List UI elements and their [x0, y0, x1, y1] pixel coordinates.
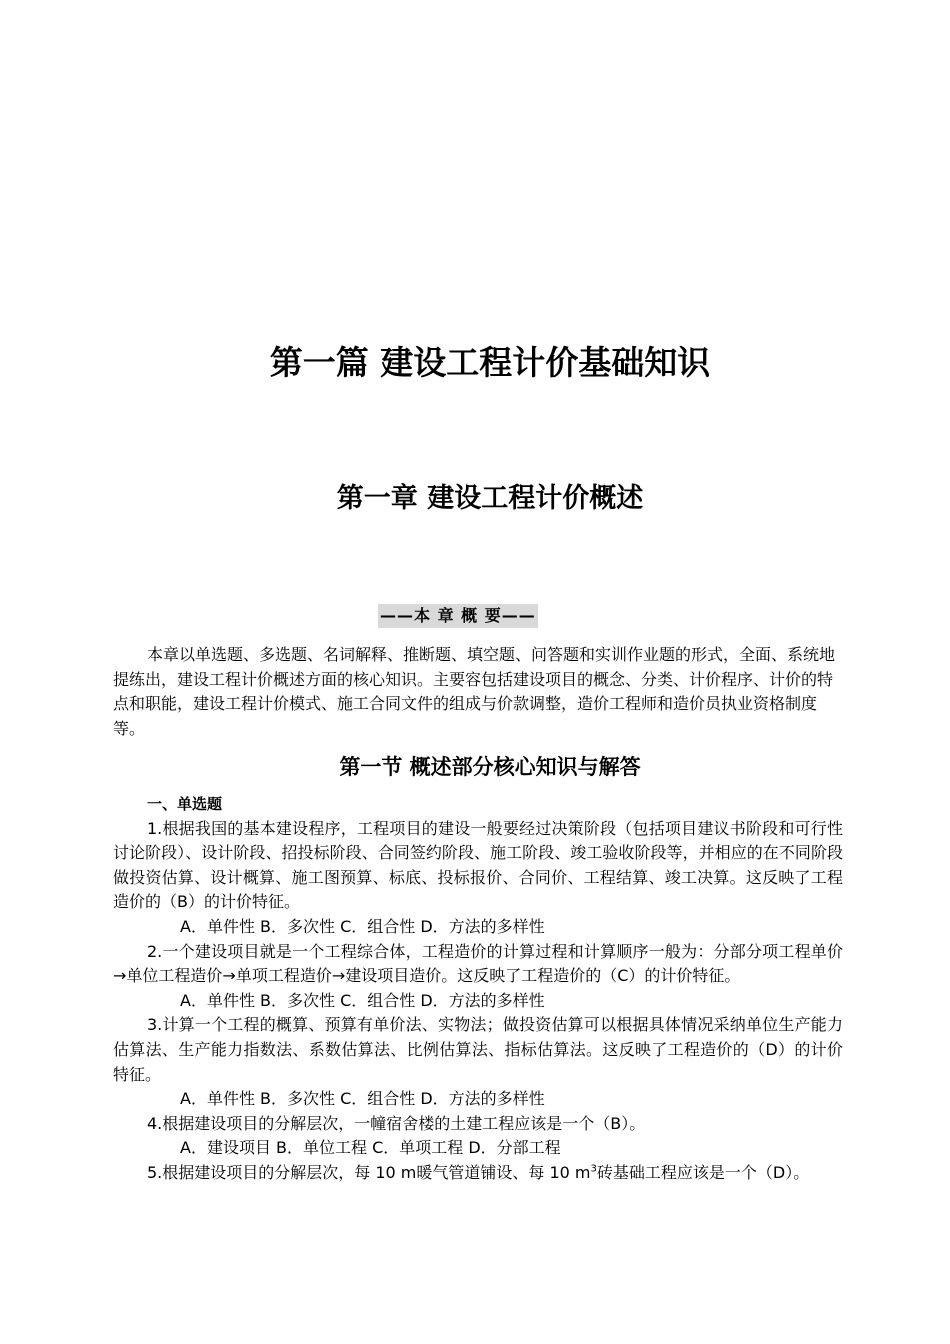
- question-3-options: A．单件性 B．多次性 C．组合性 D．方法的多样性: [180, 1089, 545, 1109]
- question-2: 2.一个建设项目就是一个工程综合体，工程造价的计算过程和计算顺序一般为：分部分项工程单价→单位工程造价→单项工程造价→建设项目造价。这反映了工程造价的（C）的计价特征。: [113, 941, 843, 986]
- cubic-superscript: 3: [590, 1163, 597, 1175]
- subsection-title: 一、单选题: [147, 795, 223, 813]
- question-5-text-end: 砖基础工程应该是一个（D）。: [596, 1162, 810, 1182]
- chapter-summary-heading: ——本 章 概 要——: [378, 604, 538, 628]
- question-1: 1.根据我国的基本建设程序，工程项目的建设一般要经过决策阶段（包括项目建议书阶段和可行性讨论阶段）、设计阶段、招投标阶段、合同签约阶段、施工阶段、竣工验收阶段等，并相应的在不同阶段做投资估算、设计概算、施工图预算、标底、投标报价、合同价、工程结算、竣工决算。这反映了工程造价的（B）的计价特征。: [113, 818, 843, 912]
- question-list: [113, 792, 843, 1186]
- section-title: 第一节 概述部分核心知识与解答: [339, 755, 641, 779]
- question-2-options: A．单件性 B．多次性 C．组合性 D．方法的多样性: [180, 990, 545, 1010]
- intro-paragraph: 本章以单选题、多选题、名词解释、推断题、填空题、问答题和实训作业题的形式，全面、系统地提练出，建设工程计价概述方面的核心知识。主要容包括建设项目的概念、分类、计价程序、计价的特点和职能，建设工程计价模式、施工合同文件的组成与价款调整，造价工程师和造价员执业资格制度等。: [113, 645, 836, 738]
- part-title: 第一篇 建设工程计价基础知识: [269, 343, 711, 382]
- chapter-intro: [113, 643, 843, 741]
- question-4: 4.根据建设项目的分解层次，一幢宿舍楼的土建工程应该是一个（B）。: [147, 1113, 646, 1133]
- question-3: 3.计算一个工程的概算、预算有单价法、实物法；做投资估算可以根据具体情况采纳单位生产能力估算法、生产能力指数法、系数估算法、比例估算法、指标估算法。这反映了工程造价的（D）的计价特征。: [113, 1015, 843, 1084]
- question-4-options: A．建设项目 B．单位工程 C．单项工程 D．分部工程: [180, 1138, 561, 1158]
- chapter-title: 第一章 建设工程计价概述: [336, 483, 644, 514]
- question-5: [113, 1161, 843, 1186]
- question-1-options: A．单件性 B．多次性 C．组合性 D．方法的多样性: [180, 916, 545, 936]
- question-5-text-start: 5.根据建设项目的分解层次，每 10 m暖气管道铺设、每 10 m: [147, 1162, 591, 1182]
